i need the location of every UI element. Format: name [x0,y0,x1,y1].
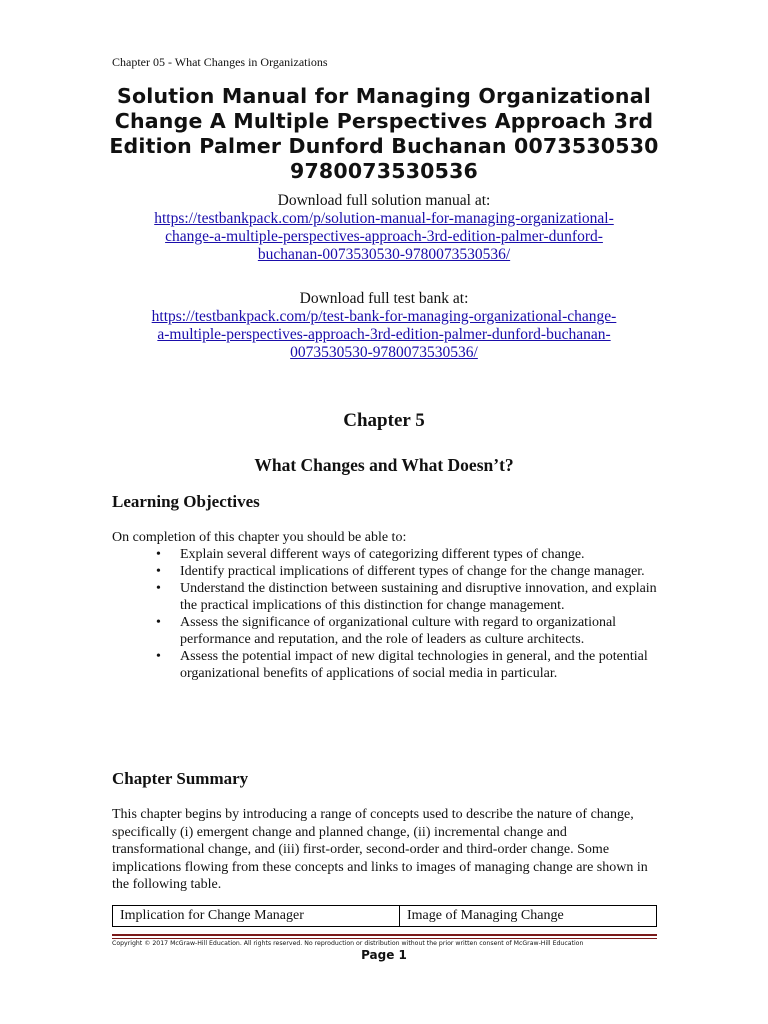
download-label: Download full test bank at: [299,290,469,307]
link-line[interactable]: https://testbankpack.com/p/test-bank-for-managing-organizational-change- [151,308,617,325]
link-line[interactable]: buchanan-0073530530-9780073530536/ [257,246,511,263]
copyright-notice: Copyright © 2017 McGraw-Hill Education. All rights reserved. No reproduction or distribution without the prior written consent of McGraw-Hill Education [112,940,584,947]
list-item-text: Understand the distinction between sustaining and disruptive innovation, and explain the practical implications of this distinction for change management. [180,581,657,613]
bullet-icon: • [156,564,161,579]
link-line[interactable]: https://testbankpack.com/p/solution-manual-for-managing-organizational- [154,210,614,227]
list-item-text: Assess the potential impact of new digital technologies in general, and the potential organizational benefits of applications of social media in particular. [180,649,648,681]
footer-rule [112,934,657,936]
download-label: Download full solution manual at: [277,192,491,209]
bullet-icon: • [156,615,161,630]
list-item [112,546,657,563]
list-item [112,563,657,580]
footer-rule [112,938,657,939]
list-item [112,648,657,682]
implications-table [112,905,657,927]
table-header-implication: Implication for Change Manager [113,906,400,927]
bullet-icon: • [156,581,161,596]
test-bank-link[interactable] [152,308,617,361]
list-item [112,614,657,648]
bullet-icon: • [156,547,161,562]
list-item-text: Assess the significance of organizational culture with regard to organizational performance and reputation, and the role of leaders as culture architects. [180,615,617,647]
chapter-number: Chapter 5 [343,410,425,431]
chapter-title: What Changes and What Doesn’t? [254,455,514,475]
test-bank-download [100,290,668,362]
link-line[interactable]: 0073530530-9780073530536/ [290,344,478,361]
running-header: Chapter 05 - What Changes in Organizations [112,55,328,69]
chapter-summary-heading: Chapter Summary [112,769,249,788]
list-item-text: Identify practical implications of different types of change for the change manager. [180,564,645,579]
page-number: Page 1 [361,948,407,962]
document-title: Solution Manual for Managing Organizational Change A Multiple Perspectives Approach 3rd Edition Palmer Dunford Buchanan 0073530530 9780073530536 [109,84,659,183]
solution-manual-download [100,192,668,264]
learning-objectives-intro: On completion of this chapter you should be able to: [112,530,407,545]
link-line[interactable]: a-multiple-perspectives-approach-3rd-edition-palmer-dunford-buchanan- [157,326,611,343]
chapter-summary-text: This chapter begins by introducing a range of concepts used to describe the nature of change, specifically (i) emergent change and planned change, (ii) incremental change and transformational change, and (iii) first-order, second-order and third-order change. Some implications flowing from these concepts and links to images of managing change are shown in the following table. [112,807,648,892]
link-line[interactable]: change-a-multiple-perspectives-approach-3rd-edition-palmer-dunford- [165,228,603,245]
learning-objectives-list [112,546,657,682]
list-item [112,580,657,614]
table-header-image: Image of Managing Change [400,906,657,927]
table-header-row [113,906,657,927]
bullet-icon: • [156,649,161,664]
learning-objectives-heading: Learning Objectives [112,492,260,511]
solution-manual-link[interactable] [154,210,614,263]
list-item-text: Explain several different ways of categorizing different types of change. [180,547,585,562]
